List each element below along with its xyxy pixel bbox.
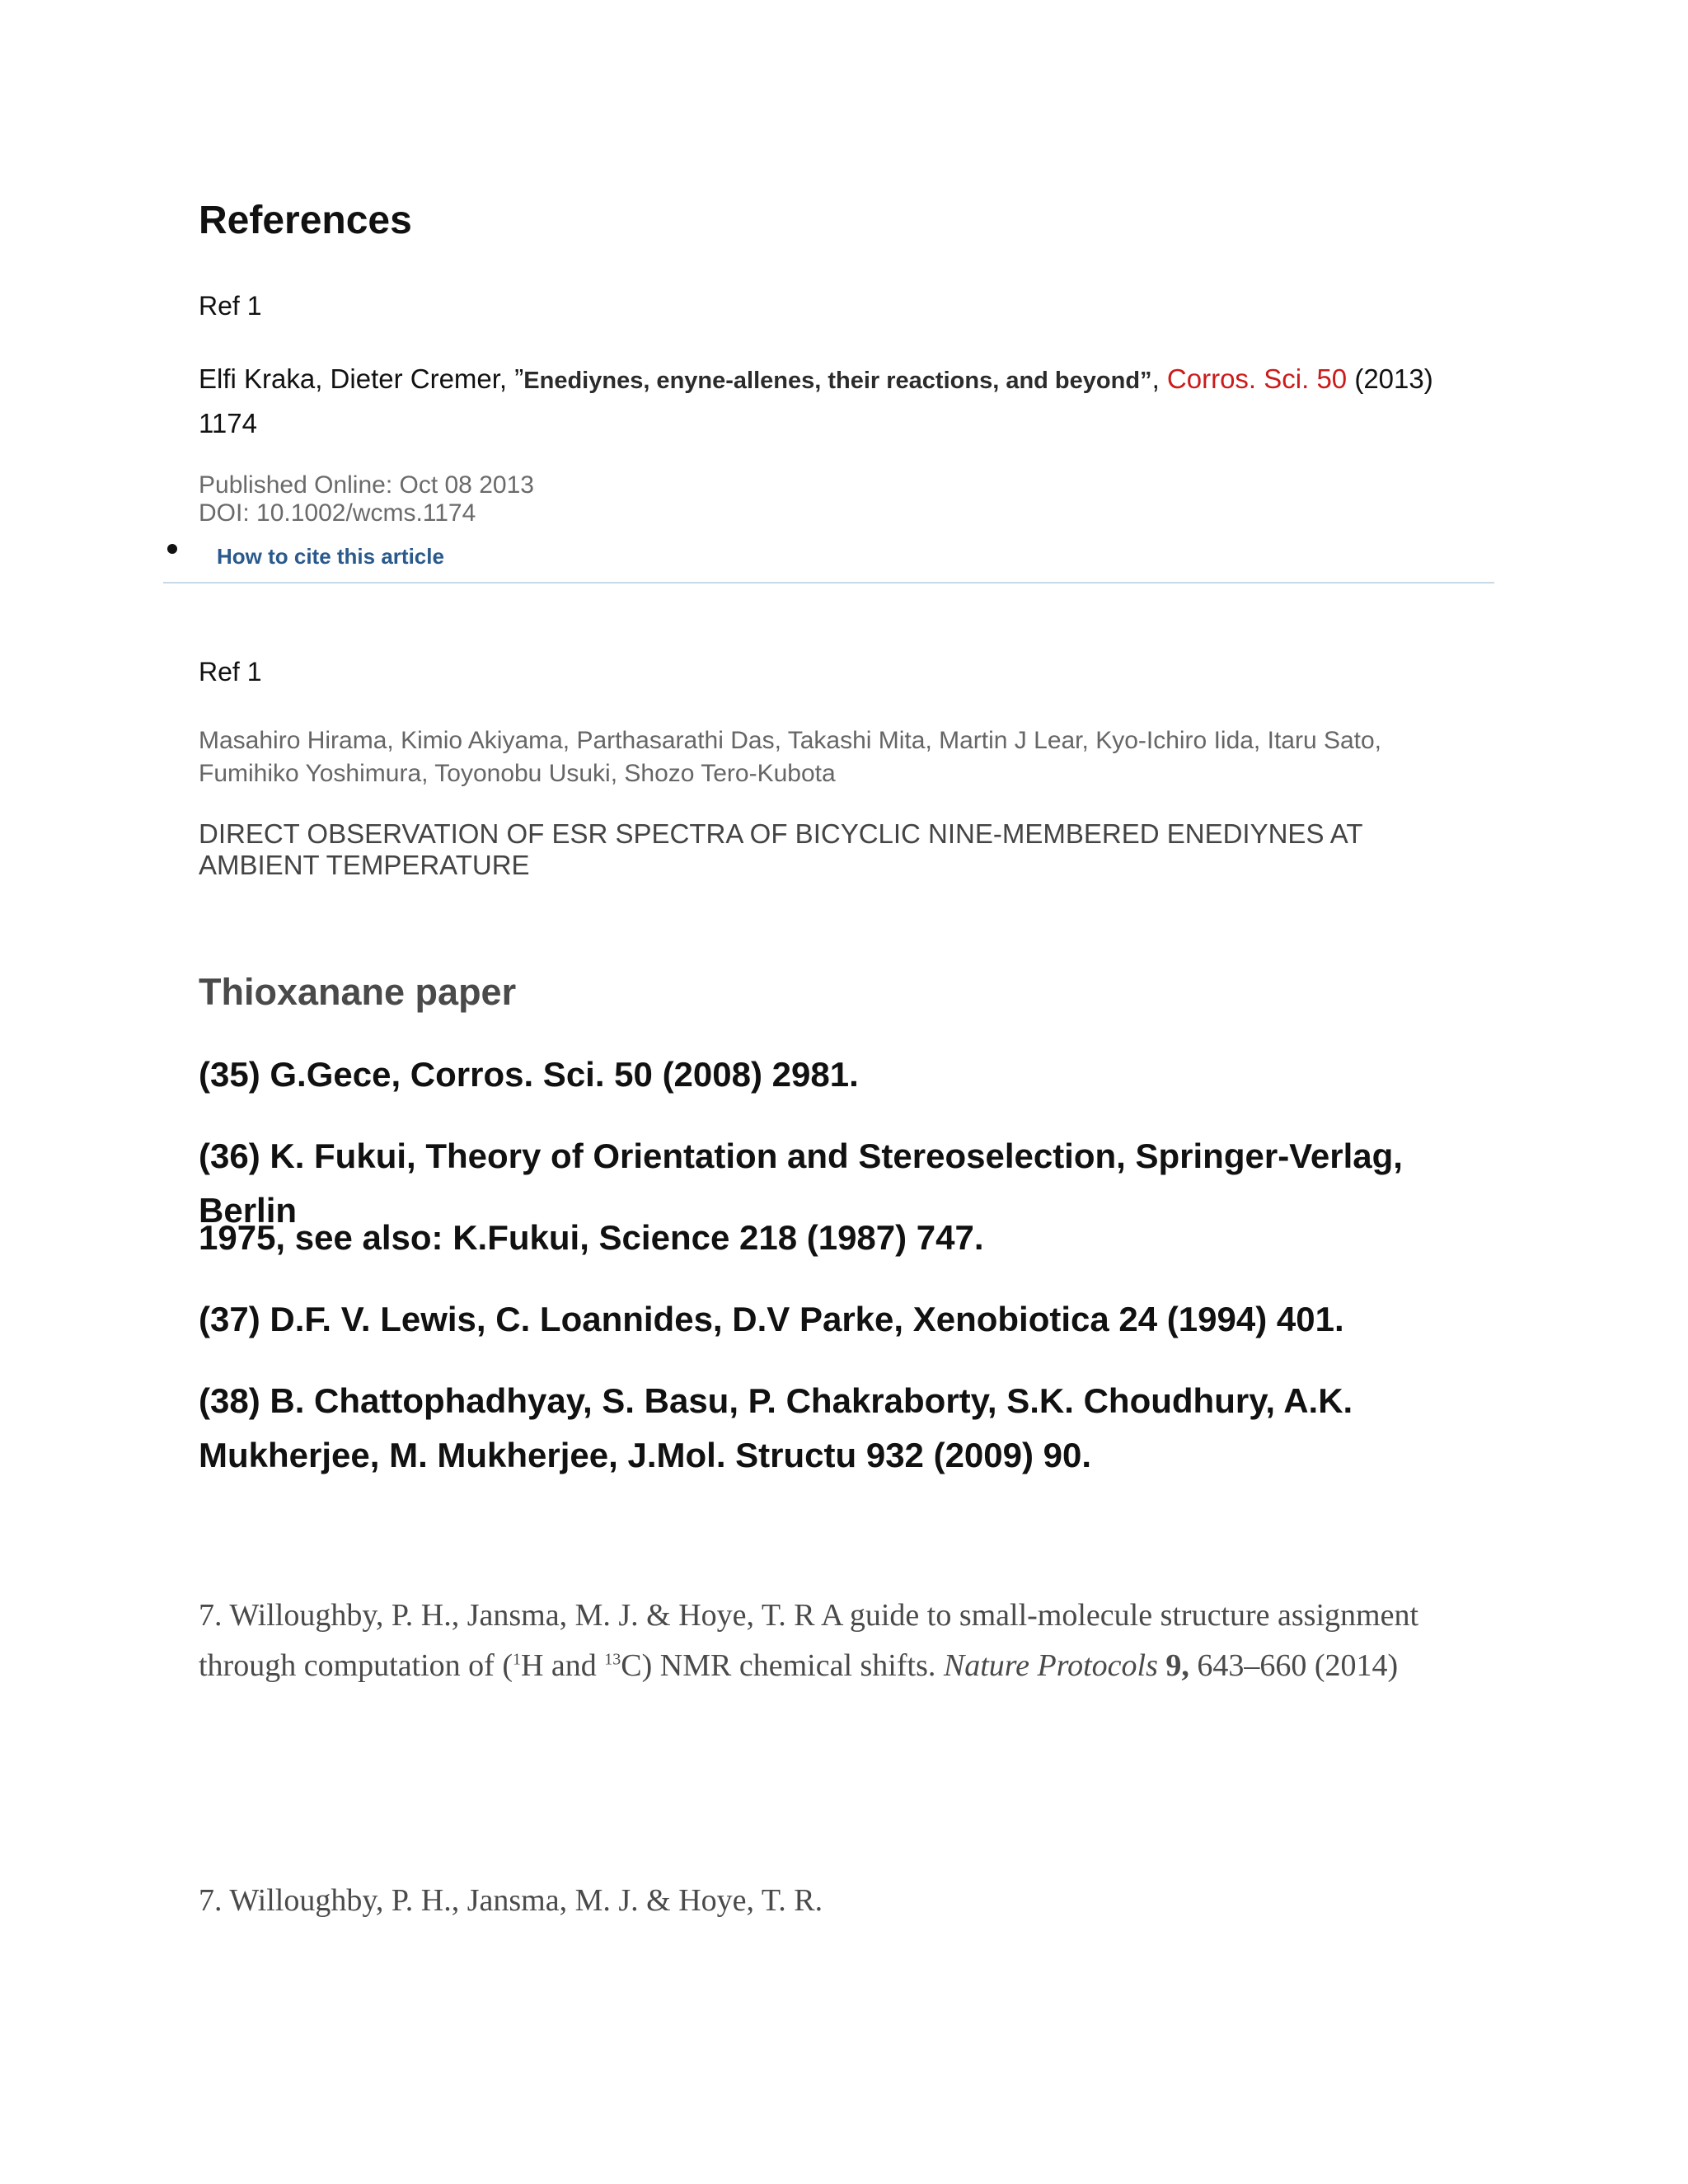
willoughby-citation [199, 1591, 1501, 1691]
ref1-published: Published Online: Oct 08 2013 [199, 471, 534, 499]
ref2-label: Ref 1 [199, 657, 262, 687]
willoughby-part1: 7. Willoughby, P. H., Jansma, M. J. & Hoye, T. R A guide to small-molecule structure assignment through computation of ( [199, 1598, 1418, 1683]
ref-35: (35) G.Gece, Corros. Sci. 50 (2008) 2981. [199, 1055, 859, 1094]
willoughby-space [1158, 1648, 1166, 1683]
ref1-rest: (2013) 1174 [199, 363, 1433, 438]
ref1-label: Ref 1 [199, 291, 262, 321]
ref1-citation [199, 358, 1484, 445]
page-heading: References [199, 199, 412, 242]
willoughby-part3: C) NMR chemical shifts. [621, 1648, 944, 1683]
ref1-doi: DOI: 10.1002/wcms.1174 [199, 499, 476, 527]
ref1-journal: Corros. Sci. 50 [1166, 363, 1348, 394]
ref1-authors: Elfi Kraka, Dieter Cremer, ” [199, 363, 524, 394]
ref-37: (37) D.F. V. Lewis, C. Loannides, D.V Parke, Xenobiotica 24 (1994) 401. [199, 1300, 1344, 1338]
ref-38: (38) B. Chattophadhyay, S. Basu, P. Chakraborty, S.K. Choudhury, A.K. Mukherjee, M. Mukherjee, J.Mol. Structu 932 (2009) 90. [199, 1381, 1353, 1474]
ref-36-continued: 1975, see also: K.Fukui, Science 218 (1987) 747. [199, 1218, 984, 1257]
ref1-separator: , [1151, 363, 1167, 394]
willoughby-sup1: 1 [512, 1650, 521, 1669]
willoughby-volume: 9, [1165, 1648, 1189, 1683]
willoughby-sup2: 13 [604, 1650, 621, 1669]
how-to-cite-link[interactable]: How to cite this article [217, 544, 444, 569]
ref1-title: Enediynes, enyne-allenes, their reactions, and beyond” [523, 368, 1152, 394]
willoughby-pages: 643–660 (2014) [1189, 1648, 1399, 1683]
willoughby-short-citation: 7. Willoughby, P. H., Jansma, M. J. & Hoye, T. R. [199, 1883, 823, 1918]
ref2-title: DIRECT OBSERVATION OF ESR SPECTRA OF BICYCLIC NINE-MEMBERED ENEDIYNES AT AMBIENT TEMPERATURE [199, 818, 1362, 880]
divider [163, 582, 1494, 583]
willoughby-journal: Nature Protocols [943, 1648, 1158, 1683]
bullet-icon [167, 544, 177, 554]
thioxanane-heading: Thioxanane paper [199, 971, 517, 1013]
ref2-authors: Masahiro Hirama, Kimio Akiyama, Parthasarathi Das, Takashi Mita, Martin J Lear, Kyo-Ichiro Iida, Itaru Sato, Fumihiko Yoshimura, Toyonobu Usuki, Shozo Tero-Kubota [199, 727, 1382, 787]
ref-36: (36) K. Fukui, Theory of Orientation and Stereoselection, Springer-Verlag, Berlin [199, 1137, 1403, 1230]
willoughby-part2: H and [520, 1648, 605, 1683]
